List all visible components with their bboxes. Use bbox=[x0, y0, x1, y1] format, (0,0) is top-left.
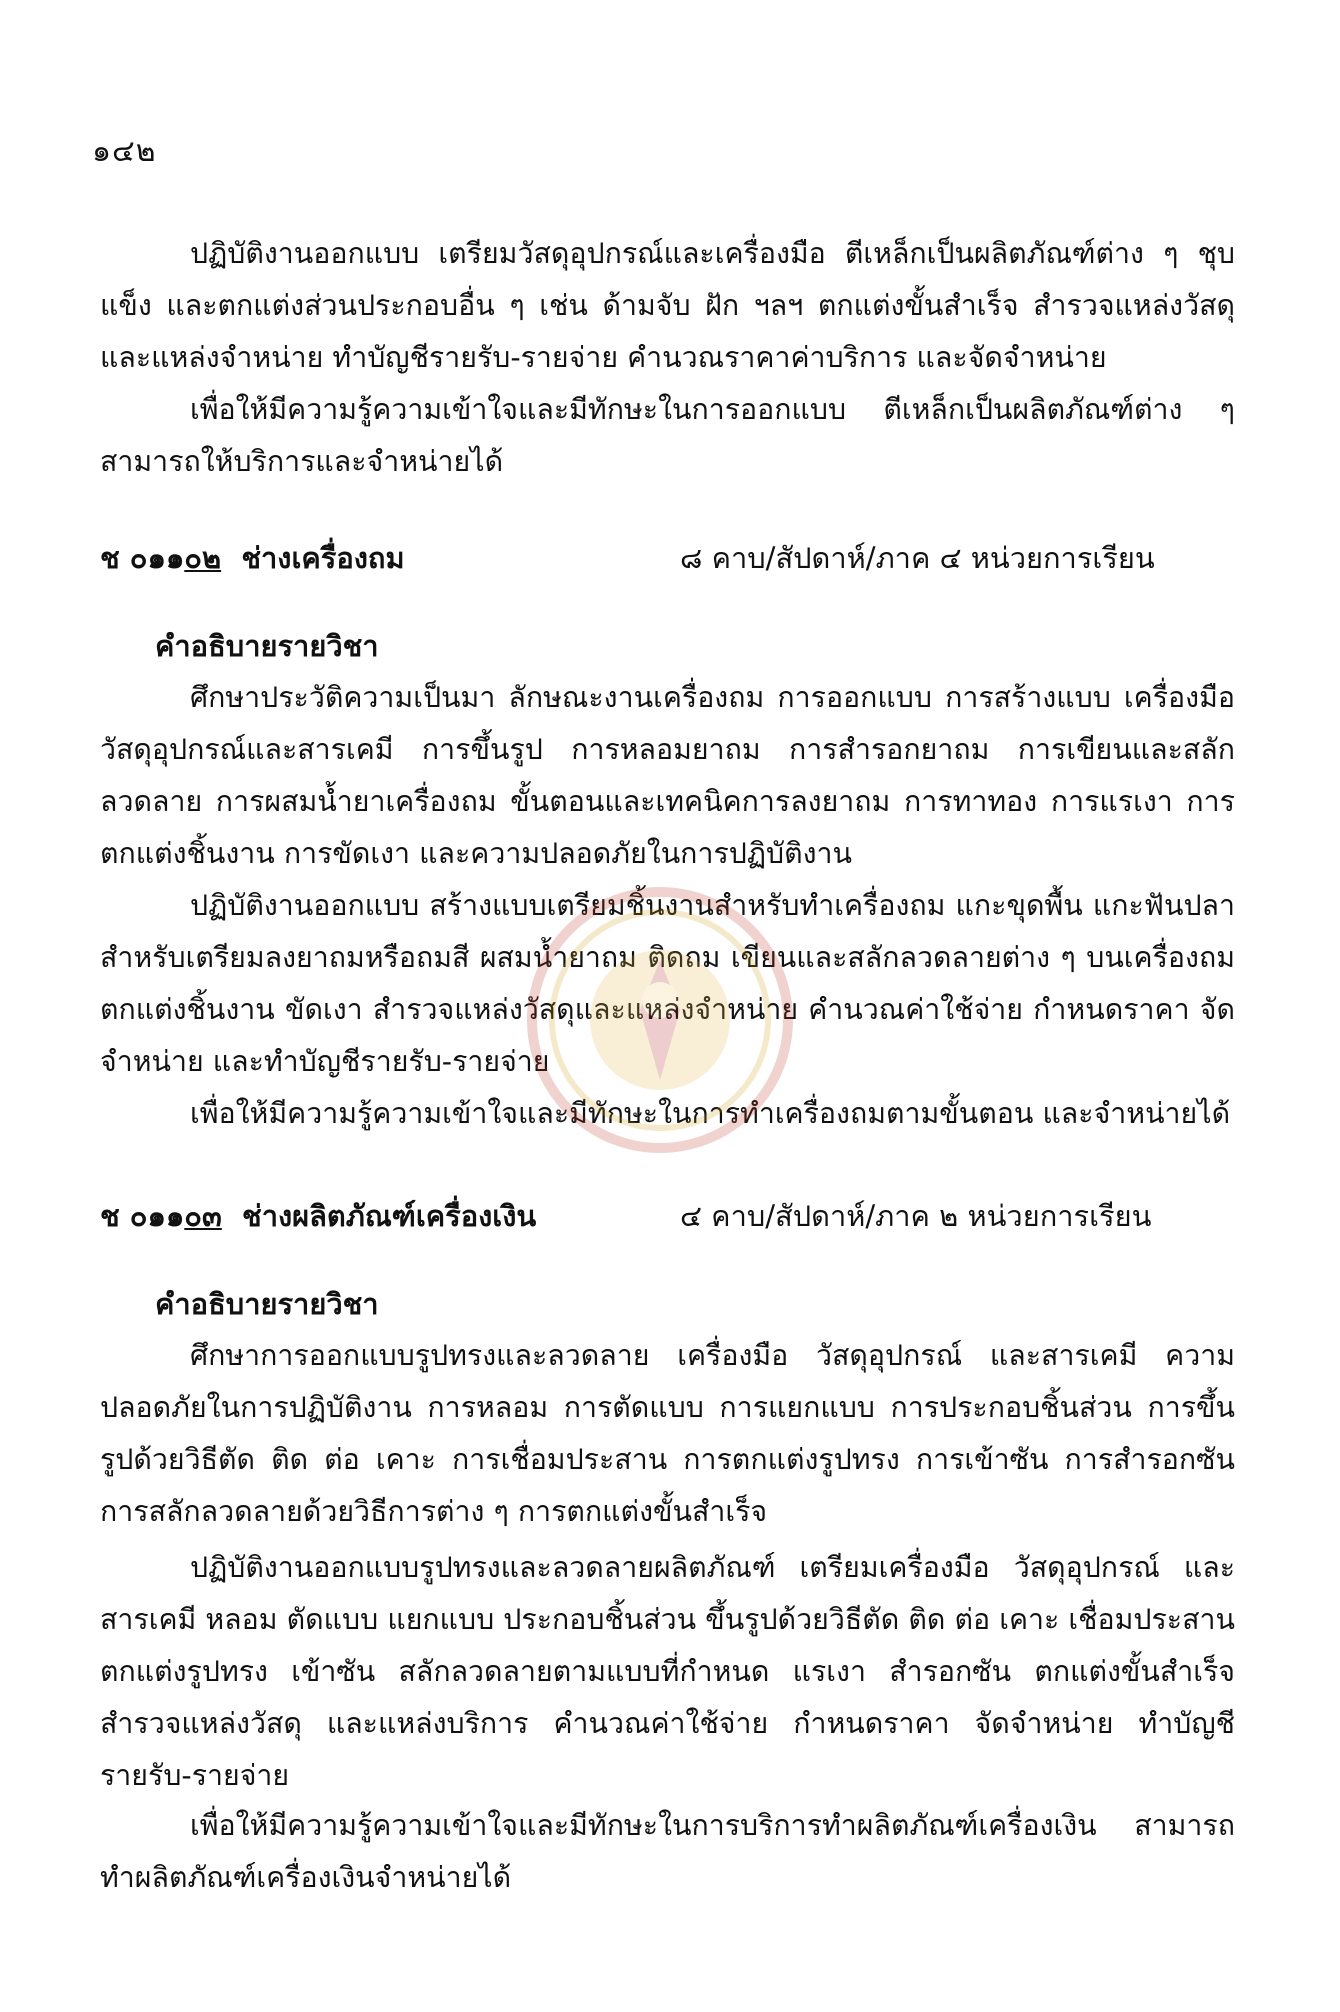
course-hours: ๘ คาบ/สัปดาห์/ภาค ๔ หน่วยการเรียน bbox=[680, 541, 1155, 575]
section-title-description: คำอธิบายรายวิชา bbox=[155, 629, 379, 663]
course1-objective-paragraph: เพื่อให้มีความรู้ความเข้าใจและมีทักษะในการทำเครื่องถมตามขั้นตอน และจำหน่ายได้ bbox=[190, 1097, 1231, 1130]
course-code-title bbox=[100, 532, 405, 584]
intro-objective-paragraph: เพื่อให้มีความรู้ความเข้าใจและมีทักษะในการออกแบบ ตีเหล็กเป็นผลิตภัณฑ์ต่าง ๆ สามารถให้บริการและจำหน่ายได้ bbox=[100, 393, 1235, 478]
course1-study-paragraph: ศึกษาประวัติความเป็นมา ลักษณะงานเครื่องถม การออกแบบ การสร้างแบบ เครื่องมือ วัสดุอุปกรณ์และสารเคมี การขึ้นรูป การหลอมยาถม การสำรอกยาถม การเขียนและสลักลวดลาย การผสมน้ำยาเครื่องถม ขั้นตอนและเทคนิคการลงยาถม การทาทอง การแรเงา การตกแต่งชิ้นงาน การขัดเงา และความปลอดภัยในการปฏิบัติงาน bbox=[100, 681, 1235, 870]
course-header-silverware bbox=[100, 1190, 1235, 1242]
section-title-description: คำอธิบายรายวิชา bbox=[155, 1287, 379, 1321]
course-hours: ๔ คาบ/สัปดาห์/ภาค ๒ หน่วยการเรียน bbox=[680, 1199, 1152, 1233]
intro-practice-paragraph: ปฏิบัติงานออกแบบ เตรียมวัสดุอุปกรณ์และเครื่องมือ ตีเหล็กเป็นผลิตภัณฑ์ต่าง ๆ ชุบแข็ง และตกแต่งส่วนประกอบอื่น ๆ เช่น ด้ามจับ ฝัก ฯลฯ ตกแต่งขั้นสำเร็จ สำรวจแหล่งวัสดุและแหล่งจำหน่าย ทำบัญชีรายรับ-รายจ่าย คำนวณราคาค่าบริการ และจัดจำหน่าย bbox=[100, 237, 1235, 374]
course-code-suffix: ๐๓ bbox=[184, 1199, 222, 1233]
course-title: ช่างผลิตภัณฑ์เครื่องเงิน bbox=[242, 1199, 537, 1233]
course2-practice-paragraph: ปฏิบัติงานออกแบบรูปทรงและลวดลายผลิตภัณฑ์ เตรียมเครื่องมือ วัสดุอุปกรณ์ และสารเคมี หลอม ตัดแบบ แยกแบบ ประกอบชิ้นส่วน ขึ้นรูปด้วยวิธีตัด ติด ต่อ เคาะ เชื่อมประสาน ตกแต่งรูปทรง เข้าซัน สลักลวดลายตามแบบที่กำหนด แรเงา สำรอกซัน ตกแต่งขั้นสำเร็จ สำรวจแหล่งวัสดุ และแหล่งบริการ คำนวณค่าใช้จ่าย กำหนดราคา จัดจำหน่าย ทำบัญชีรายรับ-รายจ่าย bbox=[100, 1551, 1235, 1792]
course-header-silver-niello bbox=[100, 532, 1235, 584]
course-code-prefix: ช ๐๑๑ bbox=[100, 1199, 185, 1233]
course2-objective-paragraph: เพื่อให้มีความรู้ความเข้าใจและมีทักษะในการบริการทำผลิตภัณฑ์เครื่องเงิน สามารถทำผลิตภัณฑ์เครื่องเงินจำหน่ายได้ bbox=[100, 1809, 1235, 1894]
course-code-suffix: ๐๒ bbox=[184, 541, 222, 575]
course-code-title bbox=[100, 1190, 536, 1242]
course2-study-paragraph: ศึกษาการออกแบบรูปทรงและลวดลาย เครื่องมือ วัสดุอุปกรณ์ และสารเคมี ความปลอดภัยในการปฏิบัติงาน การหลอม การตัดแบบ การแยกแบบ การประกอบชิ้นส่วน การขึ้นรูปด้วยวิธีตัด ติด ต่อ เคาะ การเชื่อมประสาน การตกแต่งรูปทรง การเข้าซัน การสำรอกซัน การสลักลวดลายด้วยวิธีการต่าง ๆ การตกแต่งขั้นสำเร็จ bbox=[100, 1339, 1235, 1528]
page-number: ๑๔๒ bbox=[92, 134, 157, 169]
course-code-prefix: ช ๐๑๑ bbox=[100, 541, 185, 575]
course-title: ช่างเครื่องถม bbox=[241, 541, 405, 575]
course1-practice-paragraph: ปฏิบัติงานออกแบบ สร้างแบบเตรียมชิ้นงานสำหรับทำเครื่องถม แกะขุดพื้น แกะฟันปลาสำหรับเตรียมลงยาถมหรือถมสี ผสมน้ำยาถม ติดถม เขียนและสลักลวดลายต่าง ๆ บนเครื่องถม ตกแต่งชิ้นงาน ขัดเงา สำรวจแหล่งวัสดุและแหล่งจำหน่าย คำนวณค่าใช้จ่าย กำหนดราคา จัดจำหน่าย และทำบัญชีรายรับ-รายจ่าย bbox=[100, 889, 1235, 1078]
